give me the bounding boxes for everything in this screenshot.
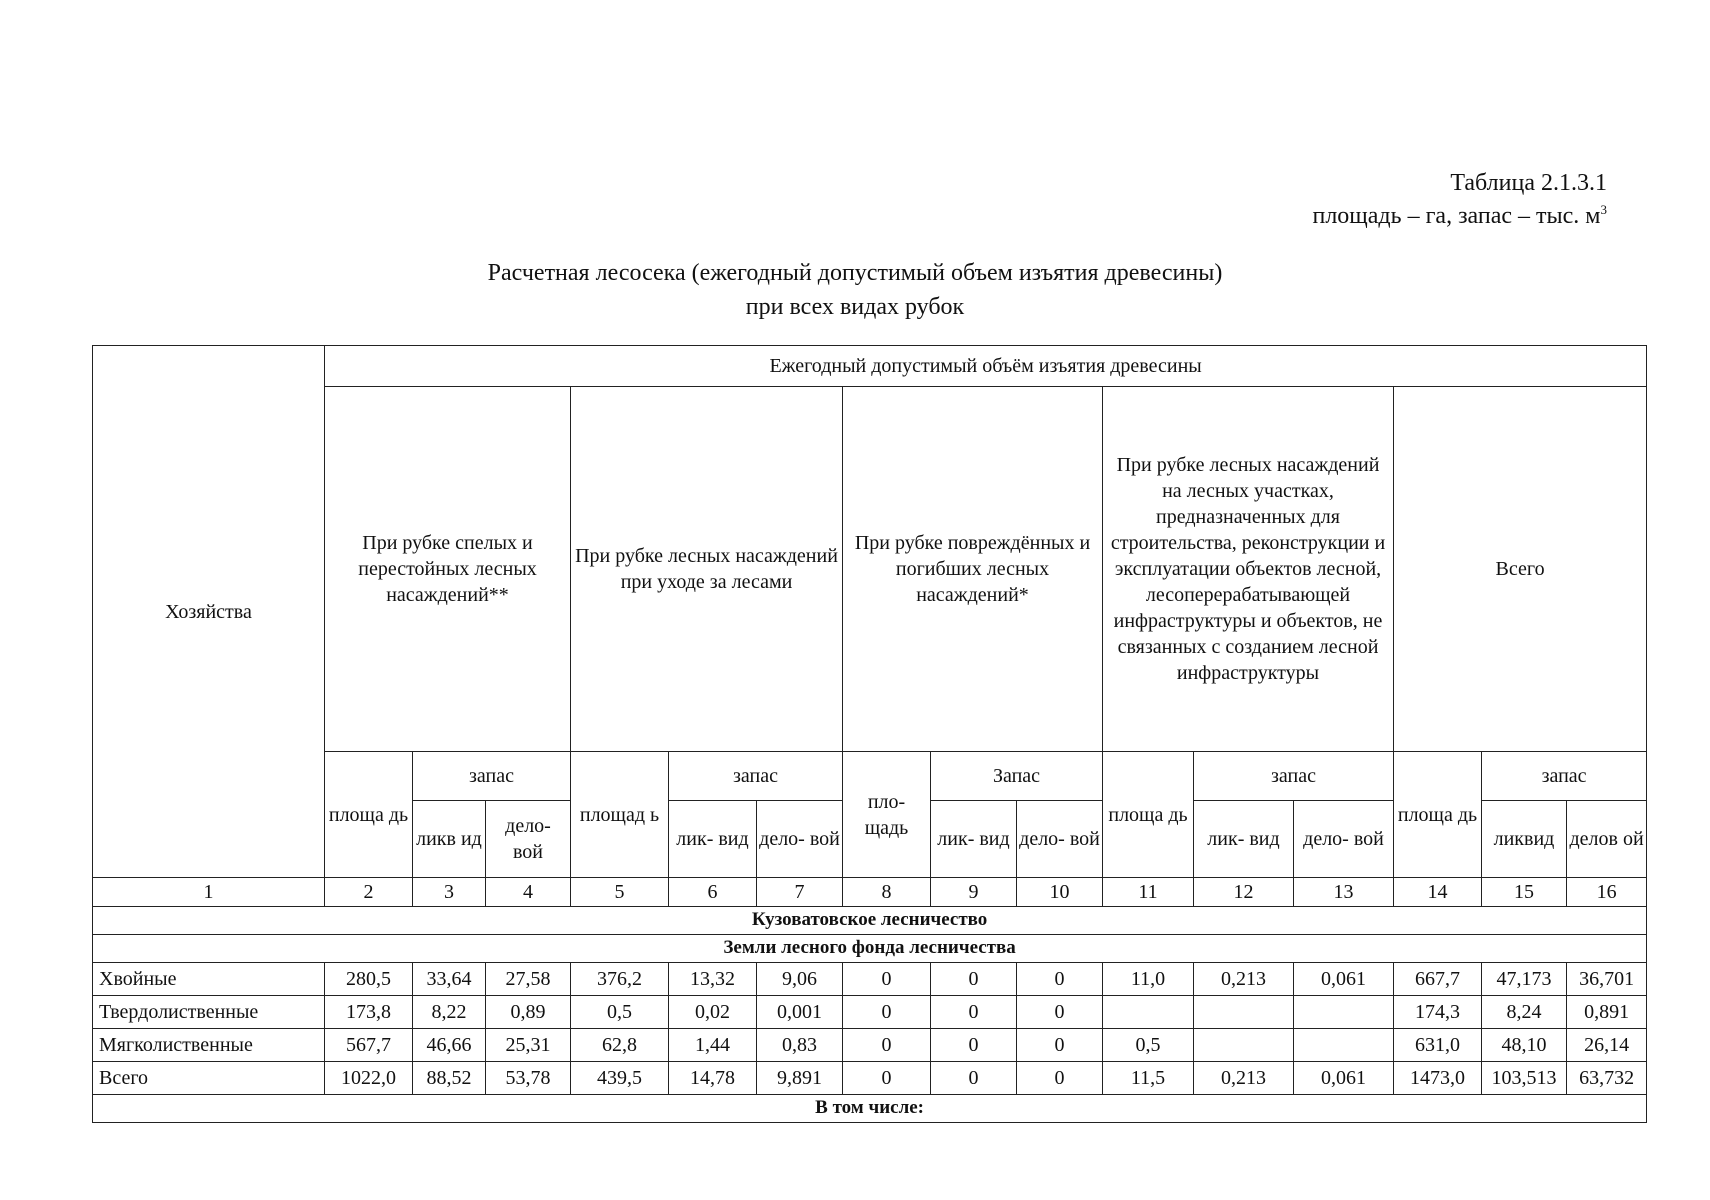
table-cell: 9,06 (757, 963, 843, 996)
table-cell: 26,14 (1567, 1029, 1647, 1062)
table-row (93, 963, 1647, 996)
table-cell: 0 (843, 996, 931, 1029)
table-cell: 0,5 (1103, 1029, 1194, 1062)
column-number: 6 (669, 878, 757, 907)
column-number: 9 (931, 878, 1017, 907)
allowable-cut-table (92, 345, 1647, 1123)
table-row (93, 1029, 1647, 1062)
table-cell (1194, 996, 1294, 1029)
group-header-damaged: При рубке повреждённых и погибших лесных насаждений* (843, 387, 1103, 752)
table-row (93, 1062, 1647, 1095)
area-header: площа дь (1103, 752, 1194, 878)
page-title-line2: при всех видах рубок (745, 294, 965, 320)
table-cell: 567,7 (325, 1029, 413, 1062)
table-cell: 174,3 (1394, 996, 1482, 1029)
table-cell: 173,8 (325, 996, 413, 1029)
liquid-header: лик- вид (931, 801, 1017, 878)
table-cell: 0 (931, 996, 1017, 1029)
table-cell: 280,5 (325, 963, 413, 996)
table-cell: 0,213 (1194, 1062, 1294, 1095)
table-number: Таблица 2.1.3.1 (1450, 170, 1607, 196)
table-cell: 1022,0 (325, 1062, 413, 1095)
table-cell: 0,213 (1194, 963, 1294, 996)
table-cell: 0,02 (669, 996, 757, 1029)
liquid-header: лик- вид (1194, 801, 1294, 878)
table-cell: 0,83 (757, 1029, 843, 1062)
table-cell: 0 (1017, 1029, 1103, 1062)
table-cell (1194, 1029, 1294, 1062)
column-number-row (93, 878, 1647, 907)
table-cell: 0,061 (1294, 1062, 1394, 1095)
table-cell: 0 (1017, 996, 1103, 1029)
main-column-header: Ежегодный допустимый объём изъятия древесины (325, 346, 1647, 387)
table-cell: 0 (843, 1062, 931, 1095)
farm-column-header: Хозяйства (93, 346, 325, 878)
table-cell: 47,173 (1482, 963, 1567, 996)
business-header: дело- вой (1294, 801, 1394, 878)
column-number: 3 (413, 878, 486, 907)
table-cell: 9,891 (757, 1062, 843, 1095)
table-cell: 1,44 (669, 1029, 757, 1062)
page-title-line1: Расчетная лесосека (ежегодный допустимый объем изъятия древесины) (487, 260, 1223, 286)
area-header: площад ь (571, 752, 669, 878)
group-header-care: При рубке лесных насаждений при уходе за лесами (571, 387, 843, 752)
section-forestry-name: Кузоватовское лесничество (93, 907, 1647, 935)
column-number: 2 (325, 878, 413, 907)
table-cell: 88,52 (413, 1062, 486, 1095)
liquid-header: ликв ид (413, 801, 486, 878)
stock-header: запас (1482, 752, 1647, 801)
business-header: дело- вой (757, 801, 843, 878)
column-number: 11 (1103, 878, 1194, 907)
group-header-construction: При рубке лесных насаждений на лесных участках, предназначенных для строительства, реконструкции и эксплуатации объектов лесной, лесоперерабатывающей инфраструктуры и объектов, не связанных с созданием лесной инфраструктуры (1103, 387, 1394, 752)
table-cell: 103,513 (1482, 1062, 1567, 1095)
table-cell: 439,5 (571, 1062, 669, 1095)
table-cell: 25,31 (486, 1029, 571, 1062)
column-number: 14 (1394, 878, 1482, 907)
table-cell (1294, 996, 1394, 1029)
area-header: площа дь (1394, 752, 1482, 878)
group-header-total: Всего (1394, 387, 1647, 752)
table-cell: 53,78 (486, 1062, 571, 1095)
table-cell: 62,8 (571, 1029, 669, 1062)
table-cell: 33,64 (413, 963, 486, 996)
units-note (1312, 202, 1607, 230)
table-cell: 11,5 (1103, 1062, 1194, 1095)
table-cell (1294, 1029, 1394, 1062)
table-cell: 48,10 (1482, 1029, 1567, 1062)
table-cell: 376,2 (571, 963, 669, 996)
stock-header: запас (413, 752, 571, 801)
table-cell: 0 (843, 1029, 931, 1062)
column-number: 1 (93, 878, 325, 907)
row-name: Всего (93, 1062, 325, 1095)
units-superscript: 3 (1600, 202, 1607, 217)
column-number: 16 (1567, 878, 1647, 907)
column-number: 4 (486, 878, 571, 907)
table-cell: 11,0 (1103, 963, 1194, 996)
group-header-mature: При рубке спелых и перестойных лесных насаждений** (325, 387, 571, 752)
table-cell: 63,732 (1567, 1062, 1647, 1095)
table-cell: 0 (931, 963, 1017, 996)
column-number: 10 (1017, 878, 1103, 907)
table-cell: 0,89 (486, 996, 571, 1029)
table-cell: 0 (931, 1029, 1017, 1062)
business-header: делов ой (1567, 801, 1647, 878)
column-number: 7 (757, 878, 843, 907)
area-header: пло- щадь (843, 752, 931, 878)
units-text: площадь – га, запас – тыс. м (1312, 203, 1601, 229)
liquid-header: ликвид (1482, 801, 1567, 878)
table-cell: 14,78 (669, 1062, 757, 1095)
table-cell: 8,22 (413, 996, 486, 1029)
table-cell: 8,24 (1482, 996, 1567, 1029)
stock-header: Запас (931, 752, 1103, 801)
table-cell: 0 (1017, 963, 1103, 996)
table-cell: 0 (931, 1062, 1017, 1095)
section-including: В том числе: (93, 1095, 1647, 1123)
table-cell: 0,5 (571, 996, 669, 1029)
table-cell (1103, 996, 1194, 1029)
table-cell: 0,061 (1294, 963, 1394, 996)
area-header: площа дь (325, 752, 413, 878)
section-forest-fund: Земли лесного фонда лесничества (93, 935, 1647, 963)
table-cell: 0,001 (757, 996, 843, 1029)
table-cell: 27,58 (486, 963, 571, 996)
business-header: дело- вой (1017, 801, 1103, 878)
column-number: 8 (843, 878, 931, 907)
row-name: Мягколиственные (93, 1029, 325, 1062)
business-header: дело- вой (486, 801, 571, 878)
column-number: 12 (1194, 878, 1294, 907)
table-cell: 1473,0 (1394, 1062, 1482, 1095)
liquid-header: лик- вид (669, 801, 757, 878)
table-cell: 36,701 (1567, 963, 1647, 996)
table-row (93, 996, 1647, 1029)
row-name: Хвойные (93, 963, 325, 996)
table-cell: 0,891 (1567, 996, 1647, 1029)
table-cell: 0 (843, 963, 931, 996)
stock-header: запас (669, 752, 843, 801)
table-cell: 631,0 (1394, 1029, 1482, 1062)
row-name: Твердолиственные (93, 996, 325, 1029)
column-number: 15 (1482, 878, 1567, 907)
column-number: 13 (1294, 878, 1394, 907)
table-cell: 46,66 (413, 1029, 486, 1062)
table-cell: 667,7 (1394, 963, 1482, 996)
column-number: 5 (571, 878, 669, 907)
stock-header: запас (1194, 752, 1394, 801)
table-cell: 13,32 (669, 963, 757, 996)
table-cell: 0 (1017, 1062, 1103, 1095)
